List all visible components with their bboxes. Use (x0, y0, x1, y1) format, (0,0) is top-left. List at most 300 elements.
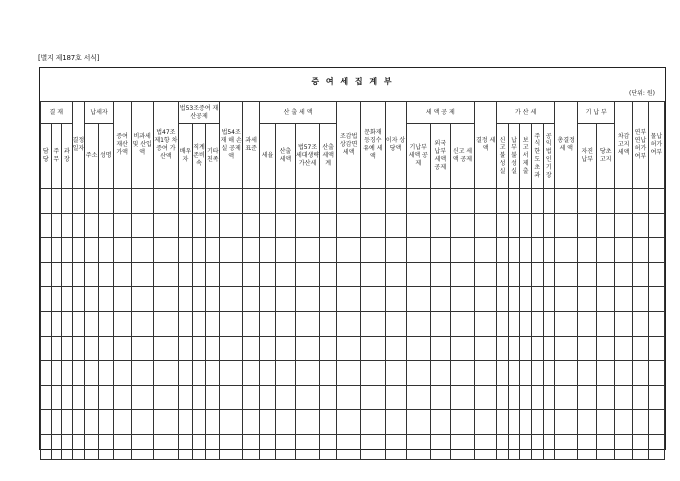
table-cell[interactable] (320, 311, 337, 336)
table-cell[interactable] (578, 361, 597, 386)
table-cell[interactable] (41, 434, 52, 459)
table-cell[interactable] (41, 385, 52, 410)
table-cell[interactable] (206, 410, 220, 435)
table-cell[interactable] (430, 434, 450, 459)
table-cell[interactable] (385, 434, 406, 459)
table-cell[interactable] (543, 311, 555, 336)
table-cell[interactable] (406, 410, 430, 435)
table-cell[interactable] (220, 311, 243, 336)
table-cell[interactable] (51, 361, 62, 386)
table-cell[interactable] (597, 189, 615, 214)
table-cell[interactable] (633, 287, 649, 312)
table-cell[interactable] (555, 385, 578, 410)
table-cell[interactable] (113, 410, 131, 435)
table-cell[interactable] (508, 287, 520, 312)
table-cell[interactable] (295, 262, 319, 287)
table-cell[interactable] (648, 434, 664, 459)
table-cell[interactable] (295, 311, 319, 336)
table-cell[interactable] (85, 287, 99, 312)
table-cell[interactable] (430, 410, 450, 435)
table-cell[interactable] (131, 189, 153, 214)
table-cell[interactable] (220, 385, 243, 410)
table-cell[interactable] (633, 262, 649, 287)
table-cell[interactable] (98, 336, 113, 361)
table-cell[interactable] (85, 410, 99, 435)
table-cell[interactable] (406, 385, 430, 410)
table-cell[interactable] (578, 262, 597, 287)
table-cell[interactable] (450, 410, 474, 435)
table-cell[interactable] (72, 262, 85, 287)
table-cell[interactable] (543, 410, 555, 435)
table-cell[interactable] (615, 385, 633, 410)
table-cell[interactable] (179, 238, 193, 263)
table-cell[interactable] (406, 262, 430, 287)
table-cell[interactable] (320, 262, 337, 287)
table-cell[interactable] (648, 262, 664, 287)
table-cell[interactable] (337, 262, 361, 287)
table-cell[interactable] (508, 238, 520, 263)
table-cell[interactable] (430, 336, 450, 361)
table-cell[interactable] (508, 213, 520, 238)
table-cell[interactable] (275, 311, 295, 336)
table-cell[interactable] (192, 213, 206, 238)
table-cell[interactable] (475, 311, 497, 336)
table-cell[interactable] (543, 262, 555, 287)
table-cell[interactable] (450, 311, 474, 336)
table-cell[interactable] (153, 410, 178, 435)
table-cell[interactable] (555, 238, 578, 263)
table-cell[interactable] (51, 189, 62, 214)
table-cell[interactable] (615, 238, 633, 263)
table-cell[interactable] (206, 287, 220, 312)
table-cell[interactable] (430, 361, 450, 386)
table-cell[interactable] (295, 410, 319, 435)
table-cell[interactable] (648, 361, 664, 386)
table-cell[interactable] (62, 434, 73, 459)
table-cell[interactable] (497, 311, 509, 336)
table-cell[interactable] (520, 189, 532, 214)
table-cell[interactable] (51, 410, 62, 435)
table-cell[interactable] (220, 287, 243, 312)
table-cell[interactable] (85, 434, 99, 459)
table-cell[interactable] (543, 361, 555, 386)
table-cell[interactable] (179, 434, 193, 459)
table-cell[interactable] (131, 287, 153, 312)
table-cell[interactable] (131, 336, 153, 361)
table-cell[interactable] (578, 336, 597, 361)
table-cell[interactable] (85, 238, 99, 263)
table-cell[interactable] (320, 361, 337, 386)
table-cell[interactable] (72, 213, 85, 238)
table-cell[interactable] (597, 238, 615, 263)
table-cell[interactable] (520, 385, 532, 410)
table-cell[interactable] (243, 434, 260, 459)
table-cell[interactable] (531, 410, 543, 435)
table-cell[interactable] (98, 361, 113, 386)
table-cell[interactable] (295, 213, 319, 238)
table-cell[interactable] (62, 238, 73, 263)
table-cell[interactable] (131, 434, 153, 459)
table-cell[interactable] (131, 361, 153, 386)
table-cell[interactable] (406, 434, 430, 459)
table-cell[interactable] (260, 287, 276, 312)
table-cell[interactable] (597, 311, 615, 336)
table-cell[interactable] (648, 336, 664, 361)
table-cell[interactable] (243, 361, 260, 386)
table-cell[interactable] (243, 287, 260, 312)
table-cell[interactable] (648, 385, 664, 410)
table-cell[interactable] (531, 361, 543, 386)
table-cell[interactable] (597, 361, 615, 386)
table-cell[interactable] (243, 385, 260, 410)
table-cell[interactable] (450, 238, 474, 263)
table-cell[interactable] (320, 410, 337, 435)
table-cell[interactable] (497, 262, 509, 287)
table-cell[interactable] (62, 287, 73, 312)
table-cell[interactable] (260, 410, 276, 435)
table-cell[interactable] (508, 262, 520, 287)
table-cell[interactable] (497, 287, 509, 312)
table-cell[interactable] (72, 385, 85, 410)
table-cell[interactable] (51, 287, 62, 312)
table-cell[interactable] (243, 262, 260, 287)
table-cell[interactable] (508, 311, 520, 336)
table-cell[interactable] (98, 189, 113, 214)
table-cell[interactable] (578, 213, 597, 238)
table-cell[interactable] (153, 287, 178, 312)
table-cell[interactable] (543, 434, 555, 459)
table-cell[interactable] (385, 361, 406, 386)
table-cell[interactable] (243, 410, 260, 435)
table-cell[interactable] (508, 410, 520, 435)
table-cell[interactable] (543, 238, 555, 263)
table-cell[interactable] (578, 311, 597, 336)
table-cell[interactable] (520, 262, 532, 287)
table-cell[interactable] (41, 311, 52, 336)
table-cell[interactable] (275, 213, 295, 238)
table-cell[interactable] (192, 311, 206, 336)
table-cell[interactable] (113, 434, 131, 459)
table-cell[interactable] (430, 287, 450, 312)
table-cell[interactable] (615, 410, 633, 435)
table-cell[interactable] (98, 410, 113, 435)
table-cell[interactable] (520, 213, 532, 238)
table-cell[interactable] (430, 311, 450, 336)
table-cell[interactable] (361, 238, 385, 263)
table-cell[interactable] (192, 434, 206, 459)
table-cell[interactable] (337, 410, 361, 435)
table-cell[interactable] (337, 361, 361, 386)
table-cell[interactable] (430, 189, 450, 214)
table-cell[interactable] (615, 311, 633, 336)
table-cell[interactable] (192, 189, 206, 214)
table-cell[interactable] (206, 385, 220, 410)
table-cell[interactable] (406, 336, 430, 361)
table-cell[interactable] (361, 213, 385, 238)
table-cell[interactable] (260, 311, 276, 336)
table-cell[interactable] (361, 336, 385, 361)
table-cell[interactable] (543, 189, 555, 214)
table-cell[interactable] (153, 361, 178, 386)
table-cell[interactable] (41, 410, 52, 435)
table-cell[interactable] (597, 385, 615, 410)
table-cell[interactable] (85, 262, 99, 287)
table-cell[interactable] (430, 238, 450, 263)
table-cell[interactable] (430, 213, 450, 238)
table-cell[interactable] (385, 336, 406, 361)
table-cell[interactable] (243, 213, 260, 238)
table-cell[interactable] (275, 336, 295, 361)
table-cell[interactable] (555, 361, 578, 386)
table-cell[interactable] (578, 434, 597, 459)
table-cell[interactable] (531, 287, 543, 312)
table-cell[interactable] (206, 434, 220, 459)
table-cell[interactable] (475, 410, 497, 435)
table-cell[interactable] (206, 189, 220, 214)
table-cell[interactable] (361, 385, 385, 410)
table-cell[interactable] (450, 385, 474, 410)
table-cell[interactable] (320, 434, 337, 459)
table-cell[interactable] (51, 213, 62, 238)
table-cell[interactable] (497, 238, 509, 263)
table-cell[interactable] (62, 189, 73, 214)
table-cell[interactable] (72, 238, 85, 263)
table-cell[interactable] (648, 238, 664, 263)
table-cell[interactable] (41, 361, 52, 386)
table-cell[interactable] (192, 238, 206, 263)
table-cell[interactable] (648, 410, 664, 435)
table-cell[interactable] (520, 361, 532, 386)
table-cell[interactable] (633, 238, 649, 263)
table-cell[interactable] (578, 189, 597, 214)
table-cell[interactable] (113, 336, 131, 361)
table-cell[interactable] (361, 189, 385, 214)
table-cell[interactable] (406, 238, 430, 263)
table-cell[interactable] (648, 189, 664, 214)
table-cell[interactable] (450, 361, 474, 386)
table-cell[interactable] (192, 262, 206, 287)
table-cell[interactable] (62, 361, 73, 386)
table-cell[interactable] (430, 262, 450, 287)
table-cell[interactable] (337, 189, 361, 214)
table-cell[interactable] (192, 336, 206, 361)
table-cell[interactable] (320, 213, 337, 238)
table-cell[interactable] (113, 262, 131, 287)
table-cell[interactable] (508, 189, 520, 214)
table-cell[interactable] (243, 189, 260, 214)
table-cell[interactable] (51, 311, 62, 336)
table-cell[interactable] (131, 262, 153, 287)
table-cell[interactable] (337, 287, 361, 312)
table-cell[interactable] (520, 336, 532, 361)
table-cell[interactable] (275, 385, 295, 410)
table-cell[interactable] (450, 287, 474, 312)
table-cell[interactable] (497, 410, 509, 435)
table-cell[interactable] (153, 336, 178, 361)
table-cell[interactable] (385, 287, 406, 312)
table-cell[interactable] (275, 361, 295, 386)
table-cell[interactable] (520, 287, 532, 312)
table-cell[interactable] (555, 410, 578, 435)
table-cell[interactable] (206, 361, 220, 386)
table-cell[interactable] (633, 410, 649, 435)
table-cell[interactable] (220, 189, 243, 214)
table-cell[interactable] (320, 336, 337, 361)
table-cell[interactable] (531, 238, 543, 263)
table-cell[interactable] (497, 361, 509, 386)
table-cell[interactable] (192, 385, 206, 410)
table-cell[interactable] (361, 262, 385, 287)
table-cell[interactable] (41, 262, 52, 287)
table-cell[interactable] (85, 336, 99, 361)
table-cell[interactable] (555, 336, 578, 361)
table-cell[interactable] (41, 238, 52, 263)
table-cell[interactable] (220, 336, 243, 361)
table-cell[interactable] (615, 336, 633, 361)
table-cell[interactable] (85, 361, 99, 386)
table-cell[interactable] (406, 287, 430, 312)
table-cell[interactable] (520, 410, 532, 435)
table-cell[interactable] (597, 410, 615, 435)
table-cell[interactable] (98, 238, 113, 263)
table-cell[interactable] (98, 287, 113, 312)
table-cell[interactable] (361, 410, 385, 435)
table-cell[interactable] (72, 189, 85, 214)
table-cell[interactable] (406, 361, 430, 386)
table-cell[interactable] (406, 213, 430, 238)
table-cell[interactable] (192, 410, 206, 435)
table-cell[interactable] (206, 213, 220, 238)
table-cell[interactable] (72, 434, 85, 459)
table-cell[interactable] (153, 311, 178, 336)
table-cell[interactable] (98, 385, 113, 410)
table-cell[interactable] (179, 213, 193, 238)
table-cell[interactable] (72, 361, 85, 386)
table-cell[interactable] (275, 189, 295, 214)
table-cell[interactable] (648, 213, 664, 238)
table-cell[interactable] (385, 262, 406, 287)
table-cell[interactable] (615, 189, 633, 214)
table-cell[interactable] (62, 311, 73, 336)
table-cell[interactable] (62, 410, 73, 435)
table-cell[interactable] (475, 361, 497, 386)
table-cell[interactable] (41, 287, 52, 312)
table-cell[interactable] (220, 213, 243, 238)
table-cell[interactable] (320, 287, 337, 312)
table-cell[interactable] (260, 189, 276, 214)
table-cell[interactable] (72, 287, 85, 312)
table-cell[interactable] (220, 434, 243, 459)
table-cell[interactable] (361, 311, 385, 336)
table-cell[interactable] (131, 385, 153, 410)
table-cell[interactable] (51, 262, 62, 287)
table-cell[interactable] (597, 262, 615, 287)
table-cell[interactable] (295, 287, 319, 312)
table-cell[interactable] (597, 434, 615, 459)
table-cell[interactable] (320, 189, 337, 214)
table-cell[interactable] (295, 238, 319, 263)
table-cell[interactable] (41, 213, 52, 238)
table-cell[interactable] (633, 213, 649, 238)
table-cell[interactable] (131, 238, 153, 263)
table-cell[interactable] (295, 361, 319, 386)
table-cell[interactable] (337, 311, 361, 336)
table-cell[interactable] (578, 385, 597, 410)
table-cell[interactable] (337, 213, 361, 238)
table-cell[interactable] (497, 213, 509, 238)
table-cell[interactable] (450, 262, 474, 287)
table-cell[interactable] (508, 434, 520, 459)
table-cell[interactable] (220, 410, 243, 435)
table-cell[interactable] (508, 361, 520, 386)
table-cell[interactable] (520, 238, 532, 263)
table-cell[interactable] (597, 336, 615, 361)
table-cell[interactable] (85, 189, 99, 214)
table-cell[interactable] (615, 434, 633, 459)
table-cell[interactable] (220, 361, 243, 386)
table-cell[interactable] (98, 311, 113, 336)
table-cell[interactable] (555, 262, 578, 287)
table-cell[interactable] (615, 287, 633, 312)
table-cell[interactable] (72, 410, 85, 435)
table-cell[interactable] (337, 434, 361, 459)
table-cell[interactable] (192, 361, 206, 386)
table-cell[interactable] (578, 410, 597, 435)
table-cell[interactable] (179, 311, 193, 336)
table-cell[interactable] (615, 213, 633, 238)
table-cell[interactable] (337, 238, 361, 263)
table-cell[interactable] (508, 385, 520, 410)
table-cell[interactable] (153, 213, 178, 238)
table-cell[interactable] (85, 385, 99, 410)
table-cell[interactable] (555, 189, 578, 214)
table-cell[interactable] (475, 262, 497, 287)
table-cell[interactable] (497, 336, 509, 361)
table-cell[interactable] (260, 336, 276, 361)
table-cell[interactable] (153, 189, 178, 214)
table-cell[interactable] (597, 287, 615, 312)
table-cell[interactable] (243, 238, 260, 263)
table-cell[interactable] (153, 385, 178, 410)
table-cell[interactable] (633, 361, 649, 386)
table-cell[interactable] (385, 238, 406, 263)
table-cell[interactable] (531, 311, 543, 336)
table-cell[interactable] (206, 336, 220, 361)
table-cell[interactable] (206, 262, 220, 287)
table-cell[interactable] (260, 385, 276, 410)
table-cell[interactable] (385, 213, 406, 238)
table-cell[interactable] (475, 287, 497, 312)
table-cell[interactable] (41, 189, 52, 214)
table-cell[interactable] (153, 238, 178, 263)
table-cell[interactable] (113, 385, 131, 410)
table-cell[interactable] (41, 336, 52, 361)
table-cell[interactable] (633, 434, 649, 459)
table-cell[interactable] (497, 434, 509, 459)
table-cell[interactable] (260, 361, 276, 386)
table-cell[interactable] (275, 287, 295, 312)
table-cell[interactable] (153, 434, 178, 459)
table-cell[interactable] (85, 311, 99, 336)
table-cell[interactable] (615, 262, 633, 287)
table-cell[interactable] (543, 287, 555, 312)
table-cell[interactable] (615, 361, 633, 386)
table-cell[interactable] (275, 410, 295, 435)
table-cell[interactable] (220, 262, 243, 287)
table-cell[interactable] (179, 361, 193, 386)
table-cell[interactable] (578, 287, 597, 312)
table-cell[interactable] (275, 238, 295, 263)
